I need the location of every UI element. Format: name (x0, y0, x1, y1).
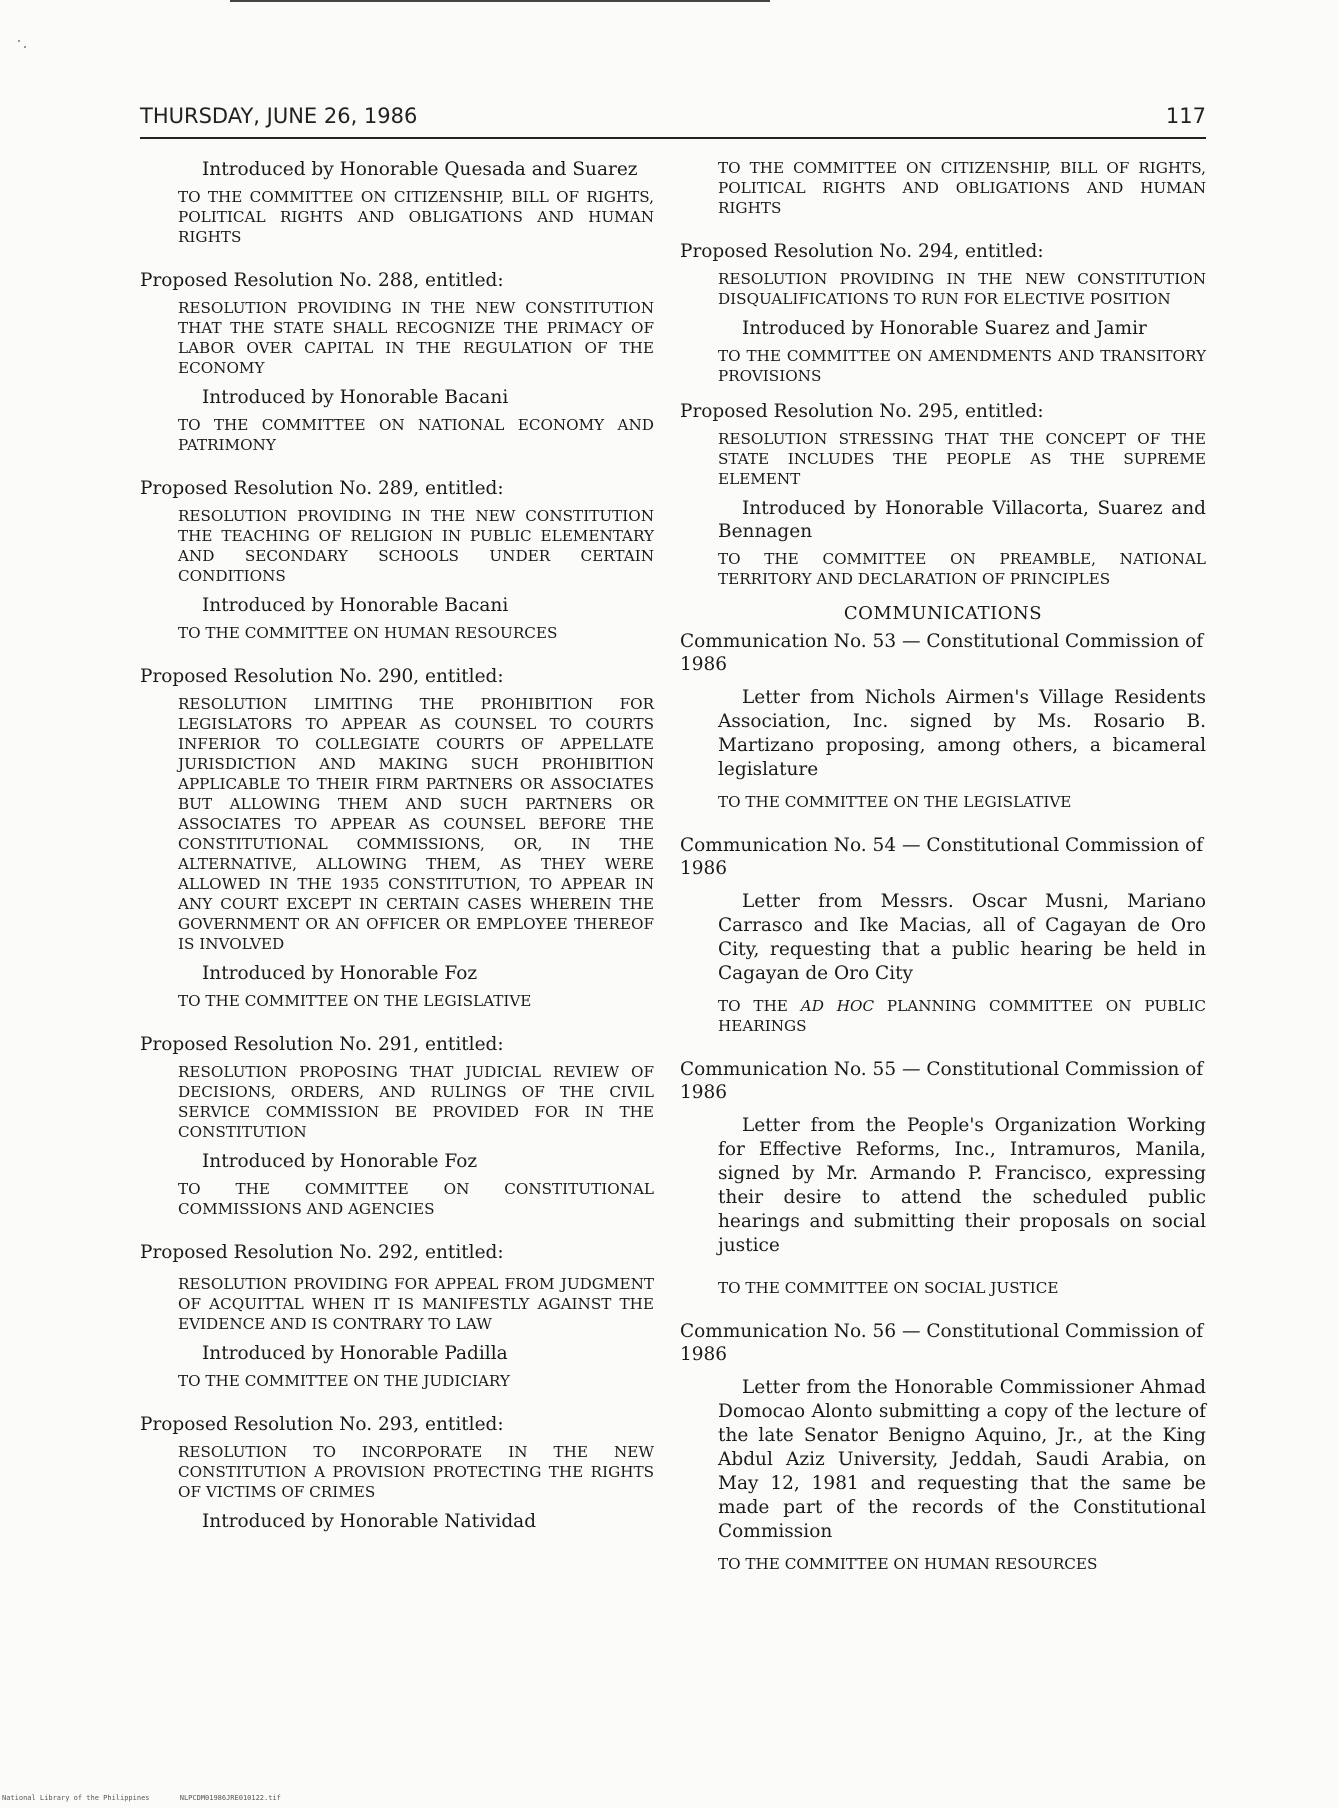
resolution-heading: Proposed Resolution No. 291, entitled: (140, 1034, 504, 1055)
communications-heading: COMMUNICATIONS (843, 603, 1043, 624)
resolution-290 (140, 665, 654, 1011)
introducer: Introduced by Honorable Bacani (202, 595, 509, 616)
introducer: Introduced by Honorable Quesada and Suarez (202, 159, 638, 180)
committee-referral: TO THE COMMITTEE ON HUMAN RESOURCES (178, 624, 558, 642)
communication-54 (680, 834, 1206, 1036)
communication-56 (680, 1320, 1206, 1574)
resolution-title: RESOLUTION TO INCORPORATE IN THE NEW CONSTITUTION A PROVISION PROTECTING THE RIGHTS OF VICTIMS OF CRIMES (178, 1443, 654, 1501)
resolution-288 (140, 269, 654, 455)
committee-referral: TO THE COMMITTEE ON THE LEGISLATIVE (718, 793, 1072, 811)
committee-referral: TO THE COMMITTEE ON HUMAN RESOURCES (718, 1555, 1098, 1573)
communication-letter: Letter from the People's Organization Working for Effective Reforms, Inc., Intramuros, Manila, signed by Mr. Armando P. Francisco, expressing their desire to attend the scheduled public hearings and submitting their proposals on social justice (718, 1115, 1206, 1256)
continued-entry (140, 158, 654, 247)
resolution-heading: Proposed Resolution No. 289, entitled: (140, 478, 504, 499)
resolution-title: RESOLUTION PROPOSING THAT JUDICIAL REVIEW OF DECISIONS, ORDERS, AND RULINGS OF THE CIVIL SERVICE COMMISSION BE PROVIDED FOR IN THE CONSTITUTION (178, 1063, 654, 1141)
committee-referral: TO THE COMMITTEE ON THE JUDICIARY (178, 1372, 510, 1390)
resolution-heading: Proposed Resolution No. 292, entitled: (140, 1242, 504, 1263)
referral-emphasis: AD HOC (800, 997, 875, 1015)
introducer: Introduced by Honorable Villacorta, Suarez and Bennagen (718, 498, 1206, 542)
page-header (140, 104, 1206, 128)
scan-speck (18, 40, 20, 42)
resolution-291 (140, 1033, 654, 1219)
committee-referral: TO THE COMMITTEE ON CITIZENSHIP, BILL OF RIGHTS, POLITICAL RIGHTS AND OBLIGATIONS AND HUMAN RIGHTS (178, 188, 654, 246)
committee-referral: TO THE COMMITTEE ON NATIONAL ECONOMY AND PATRIMONY (178, 416, 654, 454)
scan-top-rule (230, 0, 770, 2)
committee-referral: TO THE COMMITTEE ON CITIZENSHIP, BILL OF RIGHTS, POLITICAL RIGHTS AND OBLIGATIONS AND HUMAN RIGHTS (718, 159, 1206, 217)
resolution-title: RESOLUTION LIMITING THE PROHIBITION FOR LEGISLATORS TO APPEAR AS COUNSEL TO COURTS INFERIOR TO COLLEGIATE COURTS OF APPELLATE JURISDICTION AND MAKING SUCH PROHIBITION APPLICABLE TO THEIR FIRM PARTNERS OR ASSOCIATES BUT ALLOWING THEM AND SUCH PARTNERS OR ASSOCIATES TO APPEAR AS COUNSEL BEFORE THE CONSTITUTIONAL COMMISSIONS, OR, IN THE ALTERNATIVE, ALLOWING THEM, AS THEY WERE ALLOWED IN THE 1935 CONSTITUTION, TO APPEAR IN ANY COURT EXCEPT IN CERTAIN CASES WHEREIN THE GOVERNMENT OR AN OFFICER OR EMPLOYEE THEREOF IS INVOLVED (178, 695, 654, 953)
resolution-title: RESOLUTION STRESSING THAT THE CONCEPT OF THE STATE INCLUDES THE PEOPLE AS THE SUPREME ELEMENT (718, 430, 1206, 488)
resolution-heading: Proposed Resolution No. 294, entitled: (680, 241, 1044, 262)
header-rule (140, 137, 1206, 139)
scan-footer (2, 1794, 307, 1802)
communication-heading: Communication No. 56 — Constitutional Commission of 1986 (680, 1321, 1204, 1365)
resolution-heading: Proposed Resolution No. 295, entitled: (680, 401, 1044, 422)
introducer: Introduced by Honorable Padilla (202, 1343, 508, 1364)
referral-prefix: TO THE (718, 997, 801, 1015)
communication-letter: Letter from the Honorable Commissioner Ahmad Domocao Alonto submitting a copy of the lecture of the late Senator Benigno Aquino, Jr., at the King Abdul Aziz University, Jeddah, Saudi Arabia, on May 12, 1981 and requesting that the same be made part of the records of the Constitutional Commission (718, 1377, 1206, 1542)
left-column (140, 158, 654, 1539)
footer-file: NLPCDM01986JRE010122.tif (179, 1794, 281, 1802)
communication-letter: Letter from Messrs. Oscar Musni, Mariano Carrasco and Ike Macias, all of Cagayan de Oro City, requesting that a public hearing be held in Cagayan de Oro City (718, 891, 1206, 984)
introducer: Introduced by Honorable Foz (202, 1151, 478, 1172)
introducer: Introduced by Honorable Bacani (202, 387, 509, 408)
communication-53 (680, 630, 1206, 812)
right-column (680, 158, 1206, 1574)
resolution-293 (140, 1413, 654, 1533)
introducer: Introduced by Honorable Natividad (202, 1511, 537, 1532)
committee-referral: TO THE COMMITTEE ON THE LEGISLATIVE (178, 992, 532, 1010)
introducer: Introduced by Honorable Suarez and Jamir (742, 318, 1147, 339)
communication-55 (680, 1058, 1206, 1298)
resolution-title: RESOLUTION PROVIDING IN THE NEW CONSTITUTION THAT THE STATE SHALL RECOGNIZE THE PRIMACY OF LABOR OVER CAPITAL IN THE REGULATION OF THE ECONOMY (178, 299, 654, 377)
committee-referral: TO THE COMMITTEE ON AMENDMENTS AND TRANSITORY PROVISIONS (718, 347, 1206, 385)
communication-heading: Communication No. 54 — Constitutional Commission of 1986 (680, 835, 1204, 879)
scan-speck (24, 46, 26, 48)
resolution-295 (680, 400, 1206, 589)
resolution-title: RESOLUTION PROVIDING IN THE NEW CONSTITUTION DISQUALIFICATIONS TO RUN FOR ELECTIVE POSITION (718, 270, 1206, 308)
committee-referral: TO THE COMMITTEE ON PREAMBLE, NATIONAL TERRITORY AND DECLARATION OF PRINCIPLES (718, 550, 1206, 588)
resolution-292 (140, 1241, 654, 1391)
communication-heading: Communication No. 55 — Constitutional Commission of 1986 (680, 1059, 1204, 1103)
resolution-heading: Proposed Resolution No. 293, entitled: (140, 1414, 504, 1435)
communication-letter: Letter from Nichols Airmen's Village Residents Association, Inc. signed by Ms. Rosario B. Martizano proposing, among others, a bicameral legislature (718, 687, 1206, 780)
committee-referral: TO THE COMMITTEE ON SOCIAL JUSTICE (718, 1279, 1059, 1297)
referral-suffix: PLANNING COMMITTEE ON PUBLIC HEARINGS (718, 997, 1207, 1035)
committee-referral (680, 996, 1206, 1036)
footer-library: National Library of the Philippines (2, 1794, 150, 1802)
resolution-heading: Proposed Resolution No. 288, entitled: (140, 270, 504, 291)
header-date: THURSDAY, JUNE 26, 1986 (140, 104, 418, 128)
introducer: Introduced by Honorable Foz (202, 963, 478, 984)
resolution-294 (680, 240, 1206, 386)
resolution-title: RESOLUTION PROVIDING FOR APPEAL FROM JUDGMENT OF ACQUITTAL WHEN IT IS MANIFESTLY AGAINST THE EVIDENCE AND IS CONTRARY TO LAW (178, 1275, 654, 1333)
resolution-heading: Proposed Resolution No. 290, entitled: (140, 666, 504, 687)
resolution-title: RESOLUTION PROVIDING IN THE NEW CONSTITUTION THE TEACHING OF RELIGION IN PUBLIC ELEMENTARY AND SECONDARY SCHOOLS UNDER CERTAIN CONDITIONS (178, 507, 654, 585)
page-number: 117 (1165, 104, 1206, 128)
resolution-289 (140, 477, 654, 643)
continued-entry (680, 158, 1206, 218)
communication-heading: Communication No. 53 — Constitutional Commission of 1986 (680, 631, 1204, 675)
committee-referral: TO THE COMMITTEE ON CONSTITUTIONAL COMMISSIONS AND AGENCIES (178, 1180, 654, 1218)
